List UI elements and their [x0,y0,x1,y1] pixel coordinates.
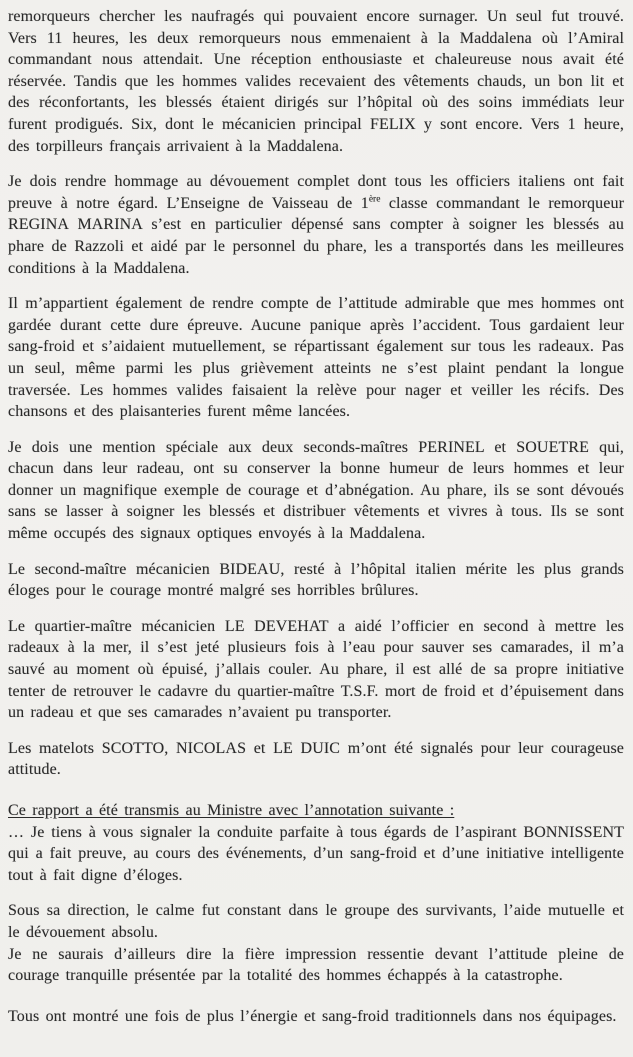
paragraph-aspirant-bonnissent: … Je tiens à vous signaler la conduite parfaite à tous égards de l’aspirant BONNISSENT qui a fait preuve, au cours des événements, d’un sang-froid et d’une initiative intelligente tout à fait digne d’éloges. [8,823,624,884]
paragraph-homage-text-before-ordinal: Je dois rendre hommage au dévouement complet dont tous les officiers italiens ont fait preuve à notre égard. L’Enseigne de Vaisseau de 1 [8,173,624,212]
ordinal-superscript: ère [368,194,381,205]
paragraph-fiere-impression: Je ne saurais d’ailleurs dire la fière impression ressentie devant l’attitude pleine de courage tranquille présentée par la totalité des hommes échappés à la catastrophe. [8,945,624,985]
paragraph-rescue-and-arrival: remorqueurs chercher les naufragés qui pouvaient encore surnager. Un seul fut trouvé. Vers 11 heures, les deux remorqueurs nous emmenaient à la Maddalena où l’Amiral commandant nous attendait. Une réception enthousiaste et chaleureuse nous avait été réservée. Tandis que les hommes valides recevaient des vêtements chauds, un bon lit et des réconfortants, les blessés étaient dirigés sur l’hôpital où des soins immédiats leur furent prodigués. Six, dont le mécanicien principal FELIX y sont encore. Vers 1 heure, des torpilleurs français arrivaient à la Maddalena. [8,8,624,155]
paragraph-matelots-signales: Les matelots SCOTTO, NICOLAS et LE DUIC m’ont été signalés pour leur courageuse attitude. [8,739,624,779]
paragraph-homage-italian-officers [8,171,624,279]
paragraph-sous-sa-direction: Sous sa direction, le calme fut constant dans le groupe des survivants, l’aide mutuelle et le dévouement absolu. [8,902,624,941]
paragraph-conclusion-equipages: Tous ont montré une fois de plus l’énergie et sang-froid traditionnels dans nos équipages. [8,1007,617,1025]
paragraph-seconds-maitres-perinel-souetre: Je dois une mention spéciale aux deux seconds-maîtres PERINEL et SOUETRE qui, chacun dans leur radeau, ont su conserver la bonne humeur de leurs hommes et leur donner un magnifique exemple de courage et d’abnégation. Au phare, ils se sont dévoués sans se lasser à soigner les blessés et distribuer vêtements et vivres à tous. Ils se sont même occupés des signaux optiques envoyés à la Maddalena. [8,438,624,543]
annotation-heading: Ce rapport a été transmis au Ministre avec l’annotation suivante : [8,802,455,819]
paragraph-homage-text-after-ordinal: classe commandant le remorqueur REGINA MARINA s’est en particulier dépensé sans compter à soigner les blessés au phare de Razzoli et aidé par le personnel du phare, les a transportés dans les meilleures conditions à la Maddalena. [8,194,624,277]
paragraph-bideau: Le second-maître mécanicien BIDEAU, resté à l’hôpital italien mérite les plus grands éloges pour le courage montré malgré ses horribles brûlures. [8,560,624,600]
paragraph-crew-admirable-attitude: Il m’appartient également de rendre compte de l’attitude admirable que mes hommes ont gardée durant cette dure épreuve. Aucune panique après l’accident. Tous gardaient leur sang-froid et s’aidaient mutuellement, se répartissant également sur tous les radeaux. Pas un seul, même parmi les plus grièvement atteints ne s’est plaint pendant la longue traversée. Les hommes valides faisaient la relève pour nager et veiller les récifs. Des chansons et des plaisanteries furent même lancées. [8,295,624,421]
paragraph-le-devehat: Le quartier-maître mécanicien LE DEVEHAT a aidé l’officier en second à mettre les radeaux à la mer, il s’est jeté plusieurs fois à l’eau pour sauver ses camarades, il m’a sauvé au moment où épuisé, j’allais couler. Au phare, il est allé de sa propre initiative tenter de retrouver le cadavre du quartier-maître T.S.F. mort de froid et d’épuisement dans un radeau et que ses camarades n’avaient pu transporter. [8,617,624,722]
